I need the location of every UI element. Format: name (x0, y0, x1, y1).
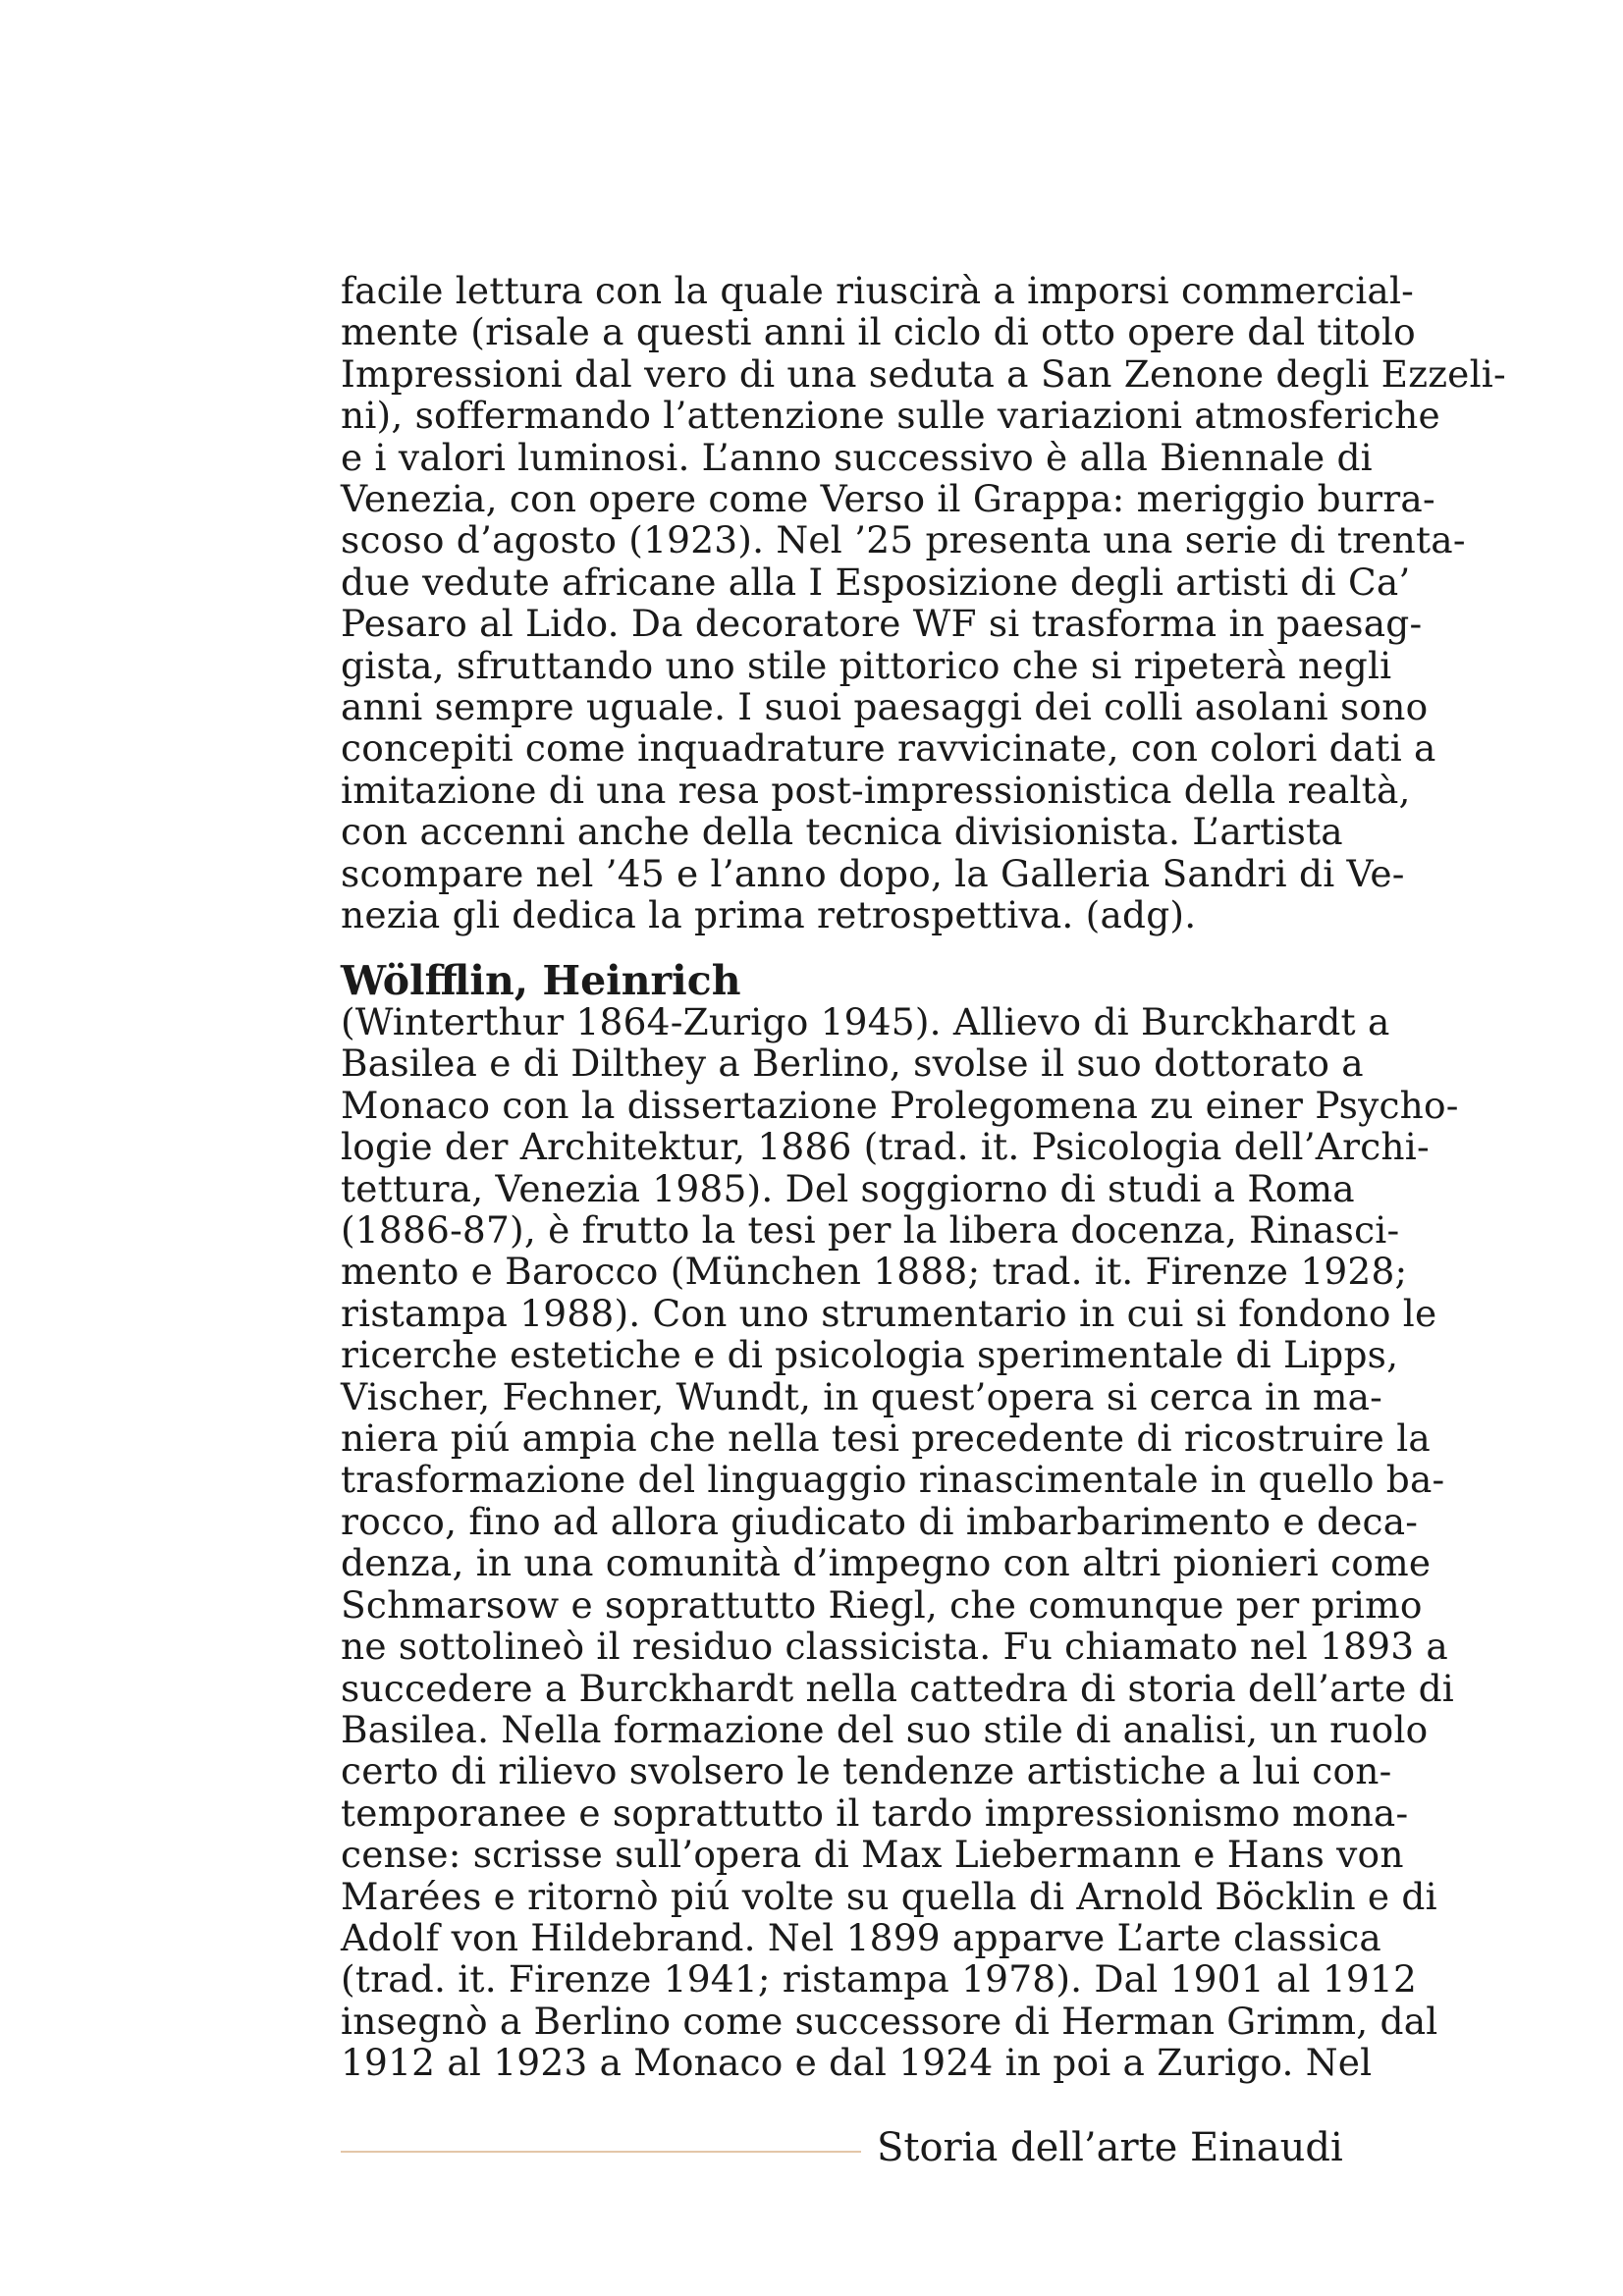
text-line: scompare nel ’45 e l’anno dopo, la Galleria Sandri di Ve- (341, 851, 1405, 895)
text-line: logie der Architektur, 1886 (trad. it. Psicologia dell’Archi- (341, 1125, 1430, 1169)
text-line: imitazione di una resa post-impressionistica della realtà, (341, 768, 1411, 812)
text-line: mento e Barocco (München 1888; trad. it. Firenze 1928; (341, 1250, 1408, 1294)
text-line: (Winterthur 1864-Zurigo 1945). Allievo di Burckhardt a (341, 1000, 1390, 1043)
text-line: con accenni anche della tecnica divisionista. L’artista (341, 810, 1343, 854)
text-line: trasformazione del linguaggio rinascimentale in quello ba- (341, 1458, 1445, 1502)
text-line: 1912 al 1923 a Monaco e dal 1924 in poi a Zurigo. Nel (341, 2041, 1373, 2085)
text-line: mente (risale a questi anni il ciclo di otto opere dal titolo (341, 310, 1416, 354)
text-line: gista, sfruttando uno stile pittorico che si ripeterà negli (341, 643, 1392, 687)
footer-rule (341, 2151, 861, 2153)
text-line: anni sempre uguale. I suoi paesaggi dei colli asolani sono (341, 685, 1429, 729)
text-line: (trad. it. Firenze 1941; ristampa 1978). Dal 1901 al 1912 (341, 1957, 1418, 2002)
text-line: Impressioni dal vero di una seduta a San Zenone degli Ezzeli- (341, 351, 1506, 396)
text-line: tettura, Venezia 1985). Del soggiorno di studi a Roma (341, 1166, 1355, 1210)
text-line: cense: scrisse sull’opera di Max Liebermann e Hans von (341, 1833, 1404, 1877)
entry-body-text (341, 1000, 1459, 2085)
text-line: Basilea. Nella formazione del suo stile di analisi, un ruolo (341, 1707, 1429, 1751)
text-line: niera piú ampia che nella tesi precedente di ricostruire la (341, 1416, 1431, 1461)
text-line: due vedute africane alla I Esposizione degli artisti di Ca’ (341, 560, 1411, 604)
text-line: Adolf von Hildebrand. Nel 1899 apparve L’arte classica (341, 1915, 1381, 1959)
text-line: scoso d’agosto (1923). Nel ’25 presenta una serie di trenta- (341, 518, 1466, 562)
text-line: Vischer, Fechner, Wundt, in quest’opera si cerca in ma- (341, 1374, 1383, 1418)
continued-entry-text (341, 269, 1506, 937)
text-line: certo di rilievo svolsero le tendenze artistiche a lui con- (341, 1749, 1392, 1793)
text-line: Monaco con la dissertazione Prolegomena zu einer Psycho- (341, 1083, 1459, 1127)
text-line: ni), soffermando l’attenzione sulle variazioni atmosferiche (341, 394, 1440, 438)
text-line: rocco, fino ad allora giudicato di imbarbarimento e deca- (341, 1499, 1419, 1543)
text-line: succedere a Burckhardt nella cattedra di storia dell’arte di (341, 1666, 1454, 1710)
text-line: facile lettura con la quale riuscirà a imporsi commercial- (341, 269, 1415, 312)
text-line: Pesaro al Lido. Da decoratore WF si trasforma in paesag- (341, 602, 1423, 646)
text-line: ne sottolineò il residuo classicista. Fu chiamato nel 1893 a (341, 1625, 1448, 1669)
text-line: ristampa 1988). Con uno strumentario in cui si fondono le (341, 1291, 1437, 1335)
text-line: ricerche estetiche e di psicologia sperimentale di Lipps, (341, 1333, 1399, 1377)
entry-heading: Wölfflin, Heinrich (341, 957, 741, 1004)
text-line: denza, in una comunità d’impegno con altri pionieri come (341, 1541, 1432, 1585)
text-line: (1886-87), è frutto la tesi per la libera docenza, Rinasci- (341, 1208, 1400, 1253)
text-line: Schmarsow e soprattutto Riegl, che comunque per primo (341, 1582, 1423, 1627)
text-line: insegnò a Berlino come successore di Herman Grimm, dal (341, 1999, 1438, 2043)
text-line: Marées e ritornò piú volte su quella di Arnold Böcklin e di (341, 1874, 1437, 1918)
text-line: Venezia, con opere come Verso il Grappa: meriggio burra- (341, 477, 1435, 521)
text-line: Basilea e di Dilthey a Berlino, svolse il suo dottorato a (341, 1041, 1364, 1086)
text-line: nezia gli dedica la prima retrospettiva. (adg). (341, 893, 1197, 937)
text-line: concepiti come inquadrature ravvicinate, con colori dati a (341, 726, 1436, 771)
text-line: e i valori luminosi. L’anno successivo è alla Biennale di (341, 435, 1373, 479)
footer-title: Storia dell’arte Einaudi (877, 2125, 1343, 2170)
text-line: temporanee e soprattutto il tardo impressionismo mona- (341, 1790, 1409, 1835)
